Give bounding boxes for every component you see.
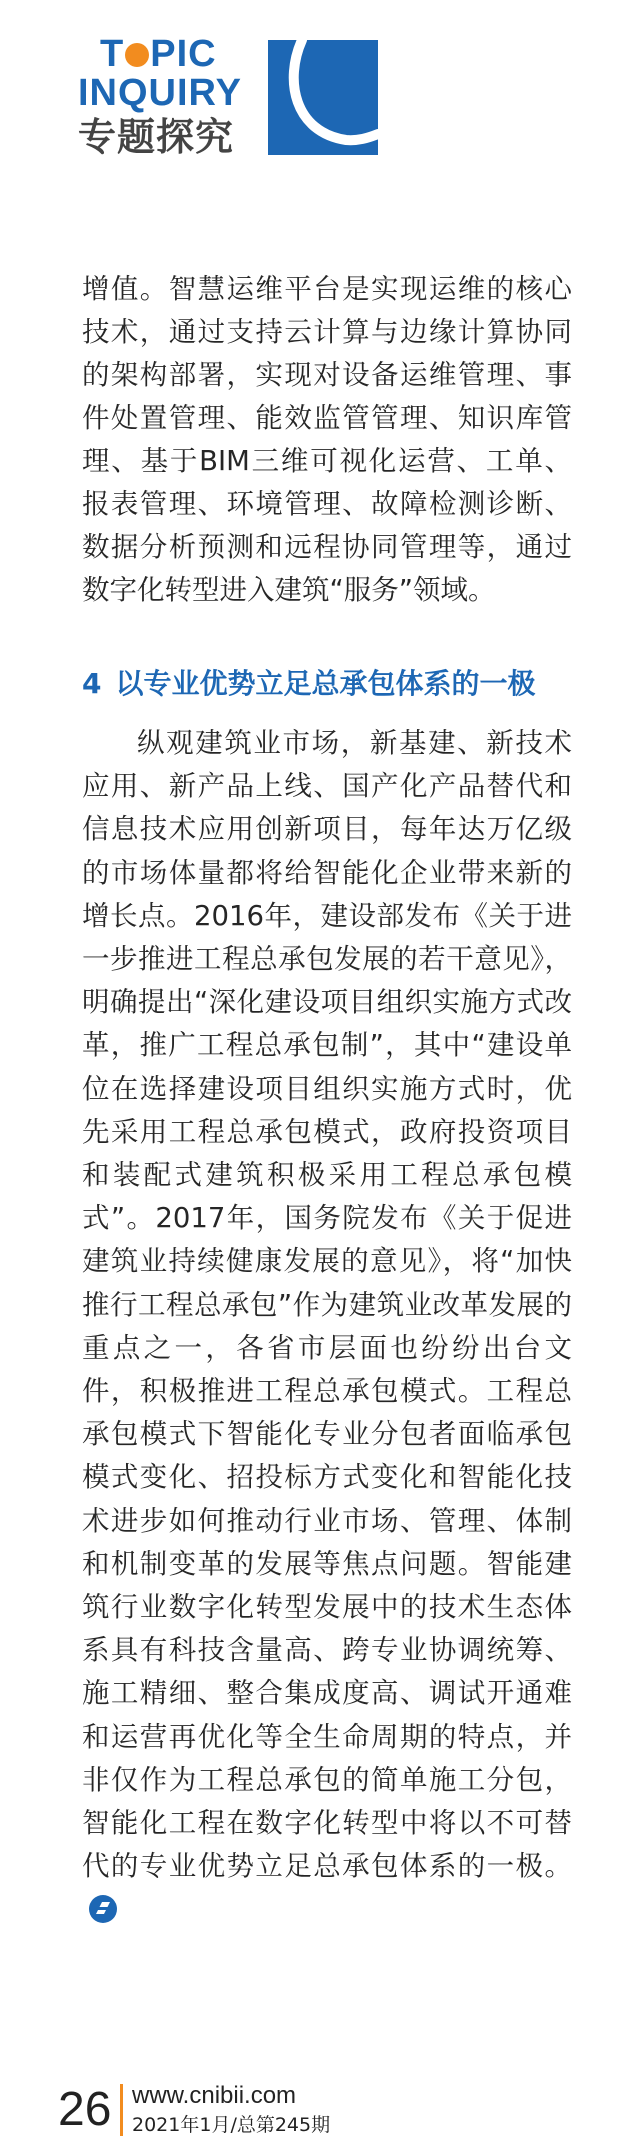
section-title: 以专业优势立足总承包体系的一极 [115,667,536,700]
section-heading [82,664,582,704]
section-number: 4 [82,667,102,700]
logo-topic-text: T PIC [100,33,217,75]
page-footer [58,2080,478,2140]
logo-inquiry-text: INQUIRY [78,72,242,114]
c-swoosh-icon [268,40,378,155]
magazine-section-logo [78,30,378,158]
article-body-top [82,268,572,612]
paragraph-text: 纵观建筑业市场，新基建、新技术应用、新产品上线、国产化产品替代和信息技术应用创新项目，每年达万亿级的市场体量都将给智能化企业带来新的增长点。2016年，建设部发布《关于进一步推进工程总承包发展的若干意见》，明确提出“深化建设项目组织实施方式改革，推广工程总承包制”，其中“建设单位在选择建设项目组织实施方式时，优先采用工程总承包模式，政府投资项目和装配式建筑积极采用工程总承包模式”。2017年，国务院发布《关于促进建筑业持续健康发展的意见》，将“加快推行工程总承包”作为建筑业改革发展的重点之一，各省市层面也纷纷出台文件，积极推进工程总承包模式。工程总承包模式下智能化专业分包者面临承包模式变化、招投标方式变化和智能化技术进步如何推动行业市场、管理、体制和机制变革的发展等焦点问题。智能建筑行业数字化转型发展中的技术生态体系具有科技含量高、跨专业协调统筹、施工精细、整合集成度高、调试开通难和运营再优化等全生命周期的特点，并非仅作为工程总承包的简单施工分包，智能化工程在数字化转型中将以不可替代的专业优势立足总承包体系的一极。 [82,727,572,1883]
orange-dot-icon [125,43,149,67]
footer-website: www.cnibii.com [132,2082,297,2109]
logo-chinese-title: 专题探究 [78,115,235,159]
page-number: 26 [58,2083,112,2136]
paragraph [82,722,572,1932]
footer-issue: 2021年1月/总第245期 [132,2114,331,2136]
paragraph: 增值。智慧运维平台是实现运维的核心技术，通过支持云计算与边缘计算协同的架构部署，实现对设备运维管理、事件处置管理、能效监管管理、知识库管理、基于BIM三维可视化运营、工单、报表管理、环境管理、故障检测诊断、数据分析预测和远程协同管理等，通过数字化转型进入建筑“服务”领域。 [82,273,572,606]
magazine-end-icon [88,1894,118,1924]
footer-divider [120,2084,123,2136]
